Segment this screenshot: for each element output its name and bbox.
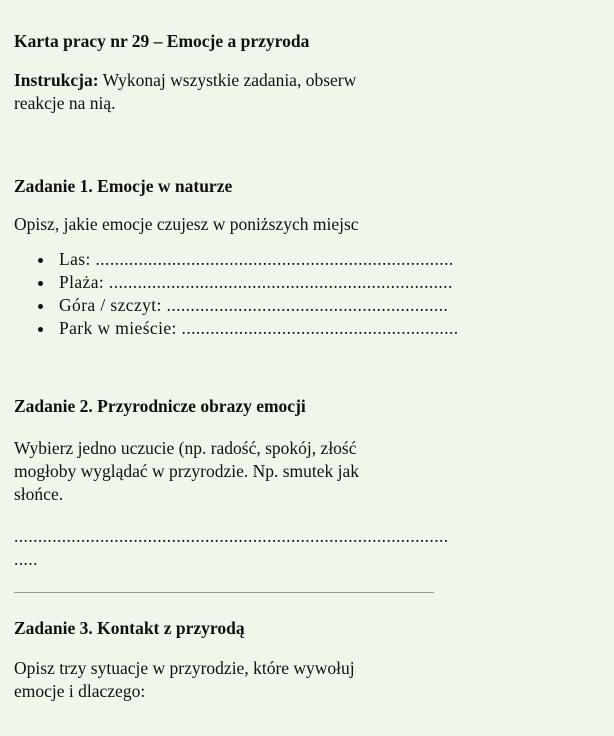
worksheet-document [14, 28, 614, 703]
task2-answer-line2: ..... [14, 549, 38, 569]
instruction-text-line2: reakcje na nią. [14, 93, 116, 113]
task1-heading: Zadanie 1. Emocje w naturze [14, 176, 233, 196]
task2-prompt-line3: słońce. [14, 484, 64, 504]
section-divider [14, 592, 434, 593]
instruction-paragraph [14, 69, 434, 115]
instruction-label: Instrukcja: [14, 70, 99, 90]
task2-answer-line1: ........................................................................................... [14, 526, 449, 546]
task2-prompt [14, 437, 614, 506]
task2-prompt-line2: mogłoby wyglądać w przyrodzie. Np. smutek jak [14, 461, 360, 481]
task3-prompt-line1: Opisz trzy sytuacje w przyrodzie, które wywołuj [14, 658, 355, 678]
task1-prompt: Opisz, jakie emocje czujesz w poniższych miejsc [14, 214, 359, 234]
task3-heading: Zadanie 3. Kontakt z przyrodą [14, 618, 245, 638]
worksheet-title: Karta pracy nr 29 – Emocje a przyroda [14, 31, 310, 51]
task1-item-gora: Góra / szczyt: ........................................................... [14, 294, 614, 317]
task2-heading: Zadanie 2. Przyrodnicze obrazy emocji [14, 396, 306, 416]
task3-prompt [14, 657, 614, 703]
task3-prompt-line2: emocje i dlaczego: [14, 681, 146, 701]
task1-item-las: Las: ........................................................................... [14, 248, 614, 271]
instruction-text: Wykonaj wszystkie zadania, obserw [98, 70, 357, 90]
task1-item-park: Park w mieście: .......................................................... [14, 317, 614, 340]
task1-item-plaza: Plaża: ........................................................................ [14, 271, 614, 294]
task2-answer-lines [14, 525, 614, 571]
task1-answer-list [14, 248, 614, 340]
task2-prompt-line1: Wybierz jedno uczucie (np. radość, spokój, złość [14, 438, 357, 458]
